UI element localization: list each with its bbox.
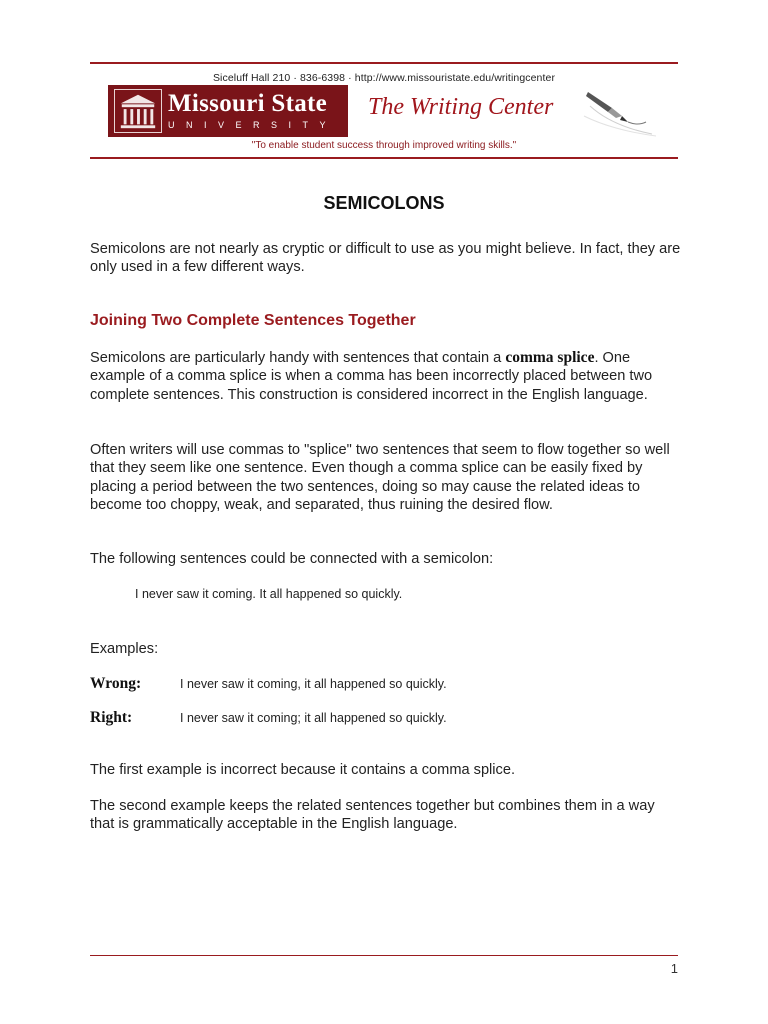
p1-text-start: Semicolons are particularly handy with sentences that contain a	[90, 350, 506, 366]
wrong-label: Wrong:	[90, 675, 142, 692]
tagline: "To enable student success through improved writing skills."	[251, 140, 517, 151]
header-bottom-rule	[90, 157, 678, 159]
wrong-example: I never saw it coming, it all happened so quickly.	[180, 677, 447, 691]
right-label: Right:	[90, 709, 133, 726]
p1-text-end: . One example of a comma splice is when a comma has been incorrectly placed between two complete sentences. This construction is considered incorrect in the English language.	[90, 350, 653, 403]
page-title: SEMICOLONS	[323, 193, 445, 213]
building-icon	[114, 89, 162, 133]
university-logo	[108, 85, 348, 137]
section-heading: Joining Two Complete Sentences Together	[90, 312, 416, 329]
writing-center-title: The Writing Center	[368, 94, 554, 120]
logo-name: Missouri State	[168, 90, 328, 117]
following-sentences-paragraph: The following sentences could be connected with a semicolon:	[90, 551, 494, 567]
comma-splice-term: comma splice	[505, 349, 595, 366]
splice-explanation-paragraph: Often writers will use commas to "splice" two sentences that seem to flow together so well that they seem like one sentence. Even though a comma splice can be easily fixed by placing a period between the two sentences, doing so may cause the related ideas to become too choppy, weak, and separated, thus ruining the desired flow.	[90, 442, 670, 513]
comma-splice-paragraph	[90, 349, 682, 404]
intro-paragraph: Semicolons are not nearly as cryptic or difficult to use as you might believe. In fact, they are only used in a few different ways.	[90, 241, 681, 276]
logo-university: UNIVERSITY	[168, 120, 338, 130]
footer-rule	[90, 955, 678, 956]
page-number: 1	[670, 961, 678, 976]
contact-line: Siceluff Hall 210 · 836-6398 · http://www.missouristate.edu/writingcenter	[212, 72, 556, 84]
example-sentence: I never saw it coming. It all happened so quickly.	[135, 587, 403, 601]
second-example-paragraph: The second example keeps the related sentences together but combines them in a way that is grammatically acceptable in the English language.	[90, 798, 655, 833]
right-example: I never saw it coming; it all happened so quickly.	[180, 711, 447, 725]
examples-label: Examples:	[90, 641, 159, 657]
header-top-rule	[90, 62, 678, 64]
first-example-paragraph: The first example is incorrect because it contains a comma splice.	[90, 762, 516, 778]
fountain-pen-icon	[582, 86, 658, 138]
